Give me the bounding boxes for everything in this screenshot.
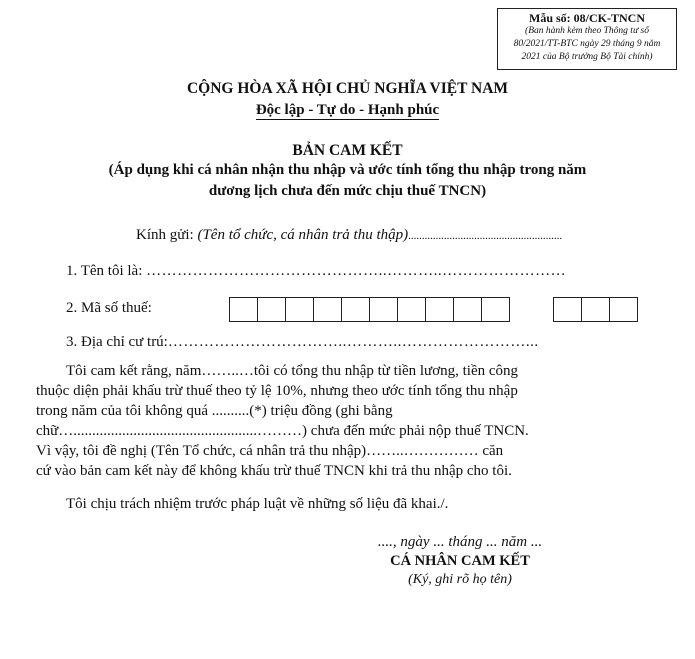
commitment-row: chữ….................................................………) chưa đến mức phải nộp thuế TNCN.: [36, 423, 529, 439]
address-line: [66, 334, 539, 351]
commitment-paragraph: [36, 361, 626, 481]
tax-digit-box[interactable]: [229, 297, 258, 322]
tax-code-boxes-main[interactable]: [229, 297, 510, 322]
tax-digit-box[interactable]: [609, 297, 638, 322]
commitment-row: trong năm của tôi không quá ..........(*) triệu đồng (ghi bằng: [36, 403, 393, 419]
tax-digit-box[interactable]: [453, 297, 482, 322]
tax-digit-box[interactable]: [369, 297, 398, 322]
form-note-line: 2021 của Bộ trưởng Bộ Tài chính): [521, 52, 653, 62]
tax-code-boxes-suffix[interactable]: [553, 297, 638, 322]
commitment-row: cứ vào bản cam kết này để không khấu trừ thuế TNCN khi trả thu nhập cho tôi.: [36, 463, 512, 479]
tax-digit-box[interactable]: [285, 297, 314, 322]
tax-digit-box[interactable]: [341, 297, 370, 322]
addressee-label: Kính gửi:: [136, 227, 198, 243]
responsibility-line: Tôi chịu trách nhiệm trước pháp luật về những số liệu đã khai./.: [66, 496, 449, 512]
tax-code-label: 2. Mã số thuế:: [66, 300, 152, 316]
document-subtitle-line-1: (Áp dụng khi cá nhân nhận thu nhập và ước tính tổng thu nhập trong năm: [108, 162, 587, 178]
addressee-dots: ........................................................: [408, 230, 563, 242]
tax-digit-box[interactable]: [581, 297, 610, 322]
commitment-row: Tôi cam kết rằng, năm……..…tôi có tổng thu nhập từ tiền lương, tiền công: [66, 363, 519, 379]
commitment-row: Vì vậy, tôi đề nghị (Tên Tổ chức, cá nhân trả thu nhập)……..…………… căn: [36, 443, 504, 459]
tax-digit-box[interactable]: [257, 297, 286, 322]
tax-digit-box[interactable]: [481, 297, 510, 322]
signature-note: (Ký, ghi rõ họ tên): [408, 572, 512, 587]
addressee-line: [136, 227, 562, 244]
motto-line: [0, 102, 695, 119]
nation-heading: CỘNG HÒA XÃ HỘI CHỦ NGHĨA VIỆT NAM: [186, 80, 509, 97]
name-line: [66, 263, 566, 280]
form-note-line: (Ban hành kèm theo Thông tư số: [525, 26, 649, 36]
signature-date: ...., ngày ... tháng ... năm ...: [377, 534, 543, 550]
addressee-placeholder: (Tên tổ chức, cá nhân trả thu thập): [197, 227, 409, 243]
document-title: BẢN CAM KẾT: [292, 142, 403, 159]
document-subtitle-line-2: dương lịch chưa đến mức chịu thuế TNCN): [208, 183, 487, 199]
form-code-box: [497, 8, 677, 70]
tax-digit-box[interactable]: [553, 297, 582, 322]
tax-digit-box[interactable]: [425, 297, 454, 322]
address-dots: ……………………………..………..……………………...: [167, 334, 539, 350]
tax-digit-box[interactable]: [313, 297, 342, 322]
form-code: Mẫu số: 08/CK-TNCN: [529, 11, 645, 25]
commitment-row: thuộc diện phải khấu trừ thuế theo tỷ lệ 10%, nhưng theo ước tính tổng thu nhập: [36, 383, 518, 399]
signature-role: CÁ NHÂN CAM KẾT: [390, 553, 530, 569]
name-dots: ………………………………………..………..……………………: [146, 263, 567, 279]
motto-text: Độc lập - Tự do - Hạnh phúc: [255, 102, 440, 118]
tax-digit-box[interactable]: [397, 297, 426, 322]
form-note-line: 80/2021/TT-BTC ngày 29 tháng 9 năm: [513, 39, 661, 49]
address-label: 3. Địa chỉ cư trú:: [66, 334, 168, 350]
name-label: 1. Tên tôi là:: [66, 263, 147, 279]
